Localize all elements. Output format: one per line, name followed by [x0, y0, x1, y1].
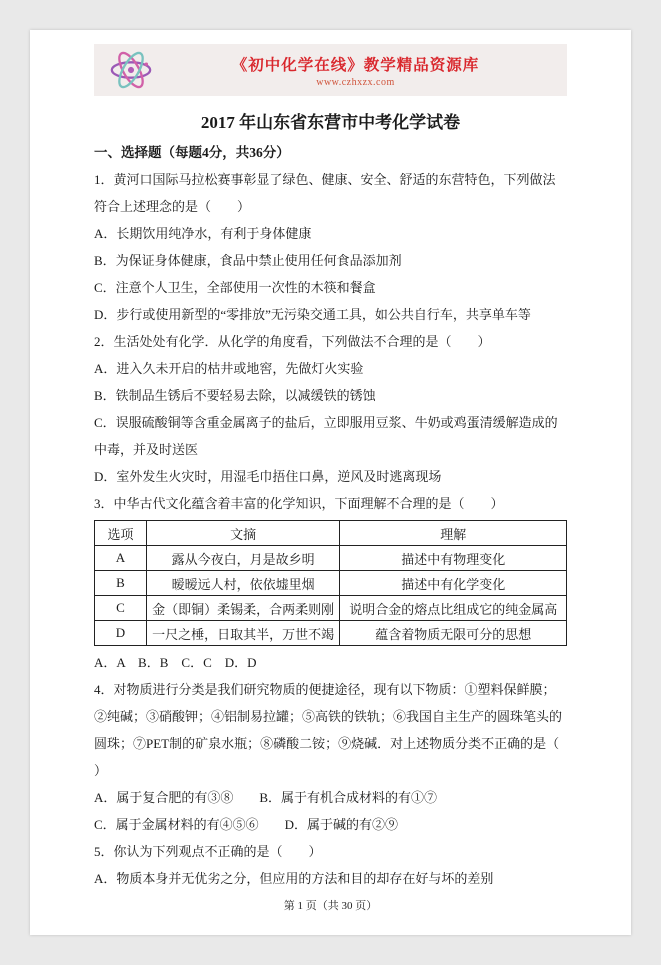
q2-option-c: C．误服硫酸铜等含重金属离子的盐后，立即服用豆浆、牛奶或鸡蛋清缓解造成的中毒，并及时送医: [94, 415, 558, 457]
q3-cell-a-excerpt: 露从今夜白，月是故乡明: [146, 546, 340, 571]
q3-stem: 3．中华古代文化蕴含着丰富的化学知识，下面理解不合理的是（ ）: [94, 496, 504, 511]
header-banner: [94, 44, 567, 96]
q1-option-b: B．为保证身体健康，食品中禁止使用任何食品添加剂: [94, 253, 402, 268]
q3-table-row-a: [95, 546, 567, 571]
q5-stem: 5．你认为下列观点不正确的是（ ）: [94, 844, 322, 859]
q3-table-row-d: [95, 621, 567, 646]
q1-option-d: D．步行或使用新型的“零排放”无污染交通工具，如公共自行车，共享单车等: [94, 307, 531, 322]
site-url: www.czhxzx.com: [316, 76, 395, 88]
section-heading: 一、选择题（每题4分，共36分）: [94, 145, 290, 160]
paper-title: 2017 年山东省东营市中考化学试卷: [200, 113, 461, 132]
atom-logo-icon: [108, 47, 154, 93]
q4-options-ab: A．属于复合肥的有③⑧ B．属于有机合成材料的有①⑦: [94, 790, 438, 805]
q2-option-d: D．室外发生火灾时，用湿毛巾捂住口鼻，逆风及时逃离现场: [94, 469, 442, 484]
q3-table-row-c: [95, 596, 567, 621]
q3-cell-d-excerpt: 一尺之棰，日取其半，万世不竭: [146, 621, 340, 646]
q3-cell-d-interpretation: 蕴含着物质无限可分的思想: [340, 621, 567, 646]
q4-options-cd: C．属于金属材料的有④⑤⑥ D．属于碱的有②⑨: [94, 817, 399, 832]
q3-table-header-option: 选项: [95, 521, 147, 546]
q3-table-header-excerpt: 文摘: [146, 521, 340, 546]
q2-stem: 2．生活处处有化学．从化学的角度看，下列做法不合理的是（ ）: [94, 334, 491, 349]
q3-cell-d-option: D: [95, 621, 147, 646]
q3-table: [94, 520, 567, 646]
q3-table-header-row: [95, 521, 567, 546]
q3-cell-c-interpretation: 说明合金的熔点比组成它的纯金属高: [340, 596, 567, 621]
q5-option-a: A．物质本身并无优劣之分，但应用的方法和目的却存在好与坏的差别: [94, 871, 494, 886]
q4-stem: 4．对物质进行分类是我们研究物质的便捷途径，现有以下物质：①塑料保鲜膜；②纯碱；③硝酸钾；④铝制易拉罐；⑤高铁的铁轨；⑥我国自主生产的圆珠笔头的圆珠；⑦PET制的矿泉水瓶；⑧磷酸二铵；⑨烧碱．对上述物质分类不正确的是（ ）: [94, 682, 586, 778]
q2-option-a: A．进入久未开启的枯井或地窖，先做灯火实验: [94, 361, 364, 376]
document-page: [30, 30, 631, 935]
q3-cell-b-interpretation: 描述中有化学变化: [340, 571, 567, 596]
q1-stem: 1．黄河口国际马拉松赛事彰显了绿色、健康、安全、舒适的东营特色，下列做法符合上述理念的是（ ）: [94, 172, 556, 214]
q3-cell-a-interpretation: 描述中有物理变化: [340, 546, 567, 571]
q3-answer-choices: A．A B．B C．C D．D: [94, 655, 257, 670]
q3-table-row-b: [95, 571, 567, 596]
banner-text-block: [154, 53, 557, 88]
q3-cell-b-excerpt: 暧暧远人村，依依墟里烟: [146, 571, 340, 596]
q3-table-header-interpretation: 理解: [340, 521, 567, 546]
q3-cell-c-option: C: [95, 596, 147, 621]
q1-option-a: A．长期饮用纯净水，有利于身体健康: [94, 226, 312, 241]
q3-cell-a-option: A: [95, 546, 147, 571]
page-number-footer: 第 1 页（共 30 页）: [283, 900, 378, 912]
q1-option-c: C．注意个人卫生，全部使用一次性的木筷和餐盒: [94, 280, 376, 295]
q2-option-b: B．铁制品生锈后不要轻易去除，以减缓铁的锈蚀: [94, 388, 376, 403]
q3-cell-b-option: B: [95, 571, 147, 596]
brand-title: 《初中化学在线》教学精品资源库: [231, 56, 480, 74]
q3-cell-c-excerpt: 金（即铜）柔锡柔，合两柔则刚: [146, 596, 340, 621]
